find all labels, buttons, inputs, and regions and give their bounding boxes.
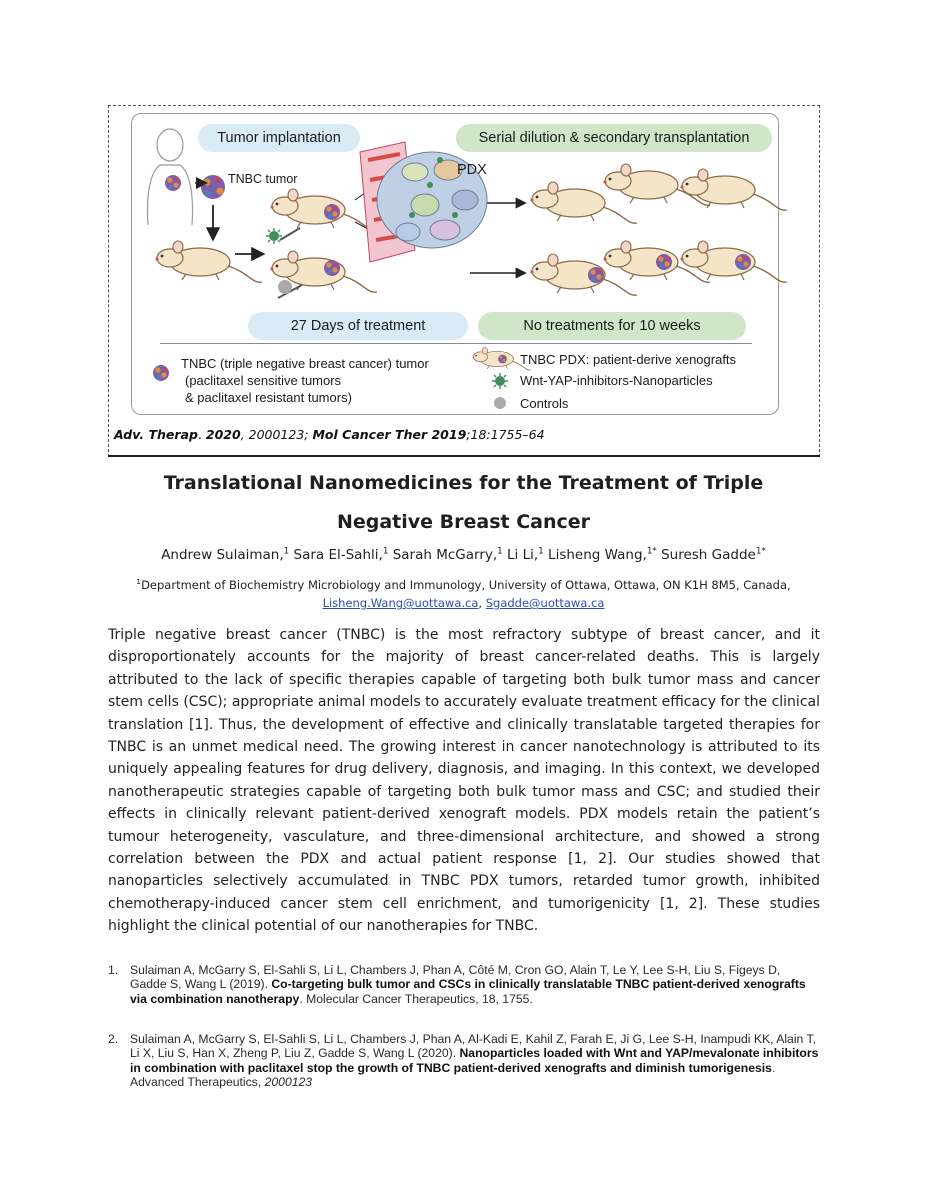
legend-tumor-line2: (paclitaxel sensitive tumors bbox=[185, 373, 342, 388]
tumor-implantation-label: Tumor implantation bbox=[198, 124, 360, 152]
figure-bottom-rule bbox=[108, 455, 820, 457]
legend-controls: Controls bbox=[520, 396, 569, 411]
contact-emails: Lisheng.Wang@uottawa.ca, Sgadde@uottawa.ca bbox=[322, 596, 605, 610]
author: Sarah McGarry, bbox=[392, 547, 498, 563]
mouse-icon bbox=[680, 169, 787, 210]
legend-tumor-line3: & paclitaxel resistant tumors) bbox=[185, 390, 352, 405]
legend-pdx: TNBC PDX: patient-derive xenografts bbox=[520, 352, 737, 367]
email-link-gadde[interactable]: Sgadde@uottawa.ca bbox=[485, 596, 605, 610]
nanoparticle-legend-icon bbox=[492, 373, 508, 389]
author-list: Andrew Sulaiman,$^1$ Sara El-Sahli,$^1$ Sarah McGarry,$^1$ Li Li,$^1$ Lisheng Wang,$^{1*}$ Suresh Gadde$^{1*}$ bbox=[161, 546, 766, 563]
reference-item: 1. Sulaiman A, McGarry S, El-Sahli S, Li L, Chambers J, Phan A, Côté M, Cron GO, Alain T, Le Y, Lee S-H, Liu S, Figeys D, Gadde S, Wang L (2019). Co-targeting bulk tumor and CSCs in clinically translatable TNBC patient-derived xenografts via combination nanotherapy. Molecular Cancer Therapeutics, 18, 1755. bbox=[108, 963, 806, 1006]
author: Andrew Sulaiman, bbox=[161, 547, 284, 563]
author: Lisheng Wang, bbox=[548, 547, 647, 563]
no-treatments-label: No treatments for 10 weeks bbox=[478, 312, 746, 340]
nanoparticle-syringe-icon bbox=[266, 228, 300, 244]
mouse-icon bbox=[155, 241, 262, 282]
pdx-label: PDX bbox=[457, 162, 487, 178]
days-treatment-label: 27 Days of treatment bbox=[248, 312, 468, 340]
affiliation: $^1$Department of Biochemistry Microbiology and Immunology, University of Ottawa, Ottawa, ON K1H 8M5, Canada, bbox=[136, 577, 791, 592]
author: Suresh Gadde bbox=[661, 547, 756, 563]
paper-title-line2: Negative Breast Cancer bbox=[336, 511, 591, 533]
figure-citation: Adv. Therap. 2020, 2000123; Mol Cancer Ther 2019;18:1755–64 bbox=[114, 427, 545, 442]
paper-title-line1: Translational Nanomedicines for the Treatment of Triple bbox=[163, 472, 764, 494]
pdx-tissue-illustration bbox=[360, 142, 487, 262]
schematic-illustration bbox=[0, 0, 927, 460]
legend-divider bbox=[160, 343, 752, 344]
email-link-wang[interactable]: Lisheng.Wang@uottawa.ca bbox=[322, 596, 479, 610]
author: Li Li, bbox=[507, 547, 539, 563]
patient-illustration bbox=[148, 129, 193, 225]
tnbc-tumor-label: TNBC tumor bbox=[228, 172, 298, 186]
legend-nanoparticles: Wnt-YAP-inhibitors-Nanoparticles bbox=[520, 373, 713, 388]
reference-item: 2. Sulaiman A, McGarry S, El-Sahli S, Li L, Chambers J, Phan A, Al-Kadi E, Kahil Z, Farah E, Ji G, Lee S-H, Inampudi KK, Alain T, Li X, Liu S, Han X, Zheng P, Liu Z, Gadde S, Wang L (2020). Nanoparticles loaded with Wnt and YAP/mevalonate inhibitors in combination with paclitaxel stop the growth of TNBC patient-derived xenografts and diminish tumorigenesis. Advanced Therapeutics, 2000123 bbox=[108, 1032, 819, 1090]
legend-tumor-line1: TNBC (triple negative breast cancer) tumor bbox=[181, 356, 429, 371]
tnbc-tumor-illustration bbox=[201, 175, 225, 199]
author: Sara El-Sahli, bbox=[293, 547, 383, 563]
abstract-paragraph: Triple negative breast cancer (TNBC) is the most refractory subtype of breast cancer, and it disproportionately accounts for the majority of breast cancer-related deaths. This is largely attributed to the lack of specific therapies capable of targeting both bulk tumor mass and cancer stem cells (CSC); appropriate animal models to accurately evaluate treatment efficacy for the clinical translation [1]. Thus, the development of effective and clinically translatable targeted therapies for TNBC is an unmet medical need. The growing interest in cancer nanotechnology is attributed to its uniquely appealing features for drug delivery, diagnosis, and imaging. In this context, we developed nanotherapeutic strategies capable of targeting both bulk tumor mass and CSC; and studied their effects in clinically relevant patient-derived xenograft models. PDX models retain the patient’s tumour heterogeneity, vasculature, and three-dimensional architecture, and showed a strong correlation between the PDX and actual patient response [1, 2]. Our studies showed that nanoparticles selectively accumulated in TNBC PDX tumors, retarded tumor growth, inhibited chemotherapy-induced cancer stem cell enrichment, and tumorigenicity [1, 2]. These studies highlight the clinical potential of our nanotherapies for TNBC. bbox=[108, 627, 820, 935]
serial-dilution-label: Serial dilution & secondary transplantation bbox=[456, 124, 772, 152]
tnbc-tumor-legend-icon bbox=[153, 365, 169, 381]
control-legend-icon bbox=[494, 397, 506, 409]
